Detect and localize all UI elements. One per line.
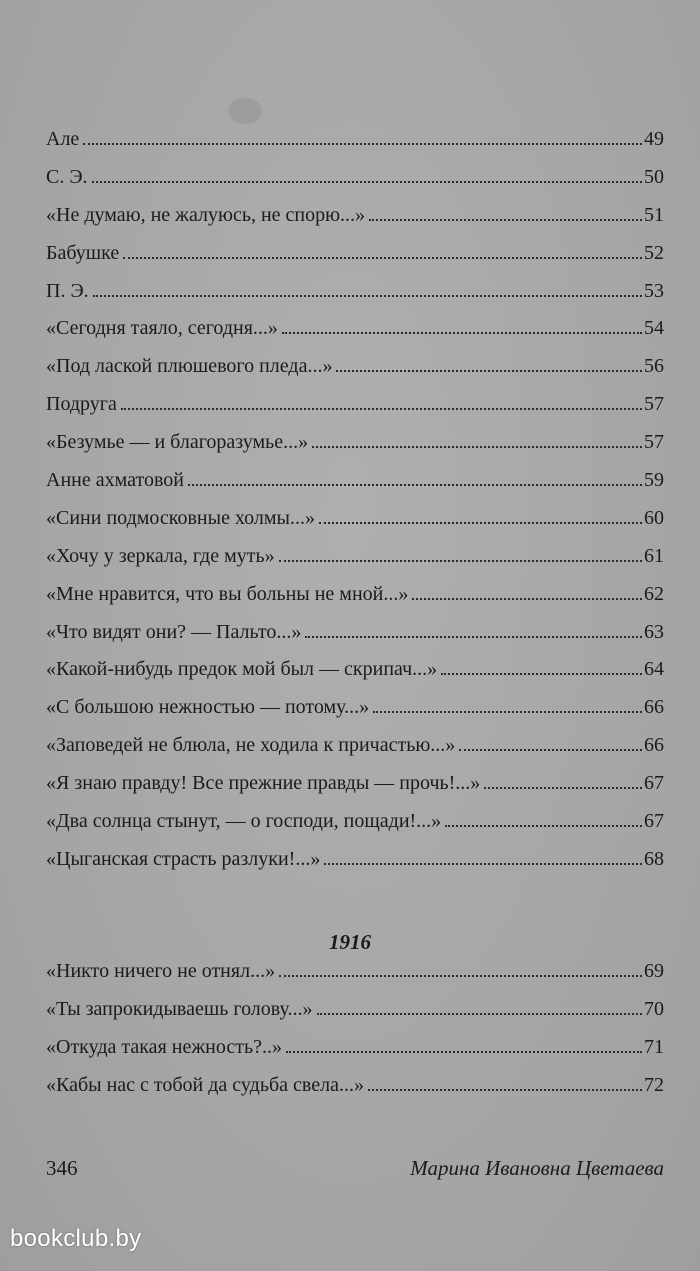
toc-entry-page: 49 [644, 128, 664, 150]
dot-leader [484, 787, 642, 789]
toc-entry-page: 57 [644, 393, 664, 416]
toc-entry [46, 202, 664, 240]
toc-entry-title: «Откуда такая нежность?..» [46, 1035, 282, 1058]
toc-entry-page: 63 [644, 620, 664, 643]
dot-leader [188, 484, 642, 486]
dot-leader [279, 560, 642, 562]
toc-entry [46, 656, 664, 694]
toc-entry [46, 429, 664, 467]
toc-entry-title: «Сегодня таяло, сегодня...» [46, 317, 278, 340]
toc-entry-title: «Что видят они? — Пальто...» [46, 620, 302, 643]
toc-entry [46, 315, 664, 353]
toc-entry-page: 70 [644, 997, 664, 1020]
toc-entry-page: 53 [644, 279, 664, 302]
toc-entry-title: «Безумье — и благоразумье...» [46, 431, 309, 454]
toc-entry-title: «С большою нежностью — потому...» [46, 696, 370, 719]
toc-entry-title: «Не думаю, не жалуюсь, не спорю...» [46, 203, 366, 226]
watermark-text: bookclub.by [10, 1225, 142, 1252]
dot-leader [373, 711, 642, 713]
toc-entry [46, 732, 664, 770]
dot-leader [441, 673, 642, 675]
toc-entry-title: «Какой-нибудь предок мой был — скрипач...» [46, 658, 438, 681]
dot-leader [279, 975, 642, 977]
toc-entry [46, 240, 664, 278]
toc-entry [46, 1072, 664, 1110]
dot-leader [123, 257, 642, 259]
toc-entry [46, 353, 664, 391]
toc-entry-title: «Я знаю правду! Все прежние правды — прочь!...» [46, 772, 481, 795]
toc-entry-page: 66 [644, 696, 664, 719]
dot-leader [305, 636, 642, 638]
toc-entry-page: 68 [644, 847, 664, 870]
dot-leader [93, 295, 642, 297]
toc-entry [46, 164, 664, 202]
dot-leader [459, 749, 642, 751]
dot-leader [319, 522, 642, 524]
toc-entry-page: 60 [644, 506, 664, 529]
toc-entry-page: 67 [644, 810, 664, 833]
dot-leader [286, 1051, 642, 1053]
toc-entry-title: П. Э. [46, 279, 89, 302]
toc-entry-title: С. Э. [46, 165, 88, 188]
toc-entry-title: «Ты запрокидываешь голову...» [46, 997, 313, 1020]
toc-entry-title: «Цыганская страсть разлуки!...» [46, 847, 321, 870]
ink-smudge [228, 98, 262, 124]
toc-entry-page: 51 [644, 203, 664, 226]
table-of-contents [46, 126, 664, 884]
toc-entry [46, 391, 664, 429]
dot-leader [336, 370, 642, 372]
toc-entry-title: Анне ахматовой [46, 469, 184, 492]
toc-entry-title: «Два солнца стынут, — о господи, пощади!...» [46, 810, 442, 833]
toc-entry-title: «Под лаской плюшевого пледа...» [46, 355, 333, 378]
toc-entry [46, 694, 664, 732]
dot-leader [368, 1089, 642, 1091]
toc-entry-page: 50 [644, 165, 664, 188]
toc-entry [46, 543, 664, 581]
toc-entry-page: 67 [644, 772, 664, 795]
dot-leader [92, 181, 642, 183]
toc-entry-page: 59 [644, 469, 664, 492]
dot-leader [369, 219, 642, 221]
toc-entry-page: 71 [644, 1035, 664, 1058]
toc-entry-page: 66 [644, 734, 664, 757]
dot-leader [445, 825, 642, 827]
toc-entry-page: 62 [644, 582, 664, 605]
toc-entry [46, 846, 664, 884]
toc-entry-page: 72 [644, 1073, 664, 1096]
toc-entry-title: «Никто ничего не отнял...» [46, 960, 276, 982]
dot-leader [282, 332, 642, 334]
toc-entry-page: 57 [644, 431, 664, 454]
dot-leader [412, 598, 642, 600]
toc-entry [46, 996, 664, 1034]
toc-entry-page: 69 [644, 960, 664, 982]
page-number: 346 [46, 1156, 78, 1180]
dot-leader [324, 863, 642, 865]
toc-entry [46, 581, 664, 619]
dot-leader [312, 446, 642, 448]
toc-entry [46, 505, 664, 543]
toc-entry-title: «Заповедей не блюла, не ходила к причастью...» [46, 734, 456, 757]
dot-leader [121, 408, 642, 410]
toc-entry-page: 64 [644, 658, 664, 681]
toc-entry-page: 61 [644, 544, 664, 567]
section-heading-1916: 1916 [329, 930, 371, 954]
toc-entry-title: «Мне нравится, что вы больны не мной...» [46, 582, 409, 605]
toc-entry [46, 278, 664, 316]
dot-leader [83, 143, 642, 145]
toc-entry-title: Бабушке [46, 241, 120, 264]
toc-entry-title: Але [46, 128, 80, 150]
dot-leader [317, 1013, 642, 1015]
running-footer-author: Марина Ивановна Цветаева [410, 1156, 664, 1180]
toc-entry-title: Подруга [46, 393, 117, 416]
toc-entry [46, 619, 664, 657]
toc-entry-page: 54 [644, 317, 664, 340]
toc-entry [46, 958, 664, 996]
toc-entry-page: 56 [644, 355, 664, 378]
toc-entry [46, 126, 664, 164]
toc-entry [46, 808, 664, 846]
table-of-contents-1916 [46, 958, 664, 1110]
toc-entry [46, 467, 664, 505]
toc-entry-title: «Сини подмосковные холмы...» [46, 506, 315, 529]
toc-entry [46, 1034, 664, 1072]
toc-entry-page: 52 [644, 241, 664, 264]
toc-entry [46, 770, 664, 808]
toc-entry-title: «Хочу у зеркала, где муть» [46, 544, 275, 567]
toc-entry-title: «Кабы нас с тобой да судьба свела...» [46, 1073, 364, 1096]
